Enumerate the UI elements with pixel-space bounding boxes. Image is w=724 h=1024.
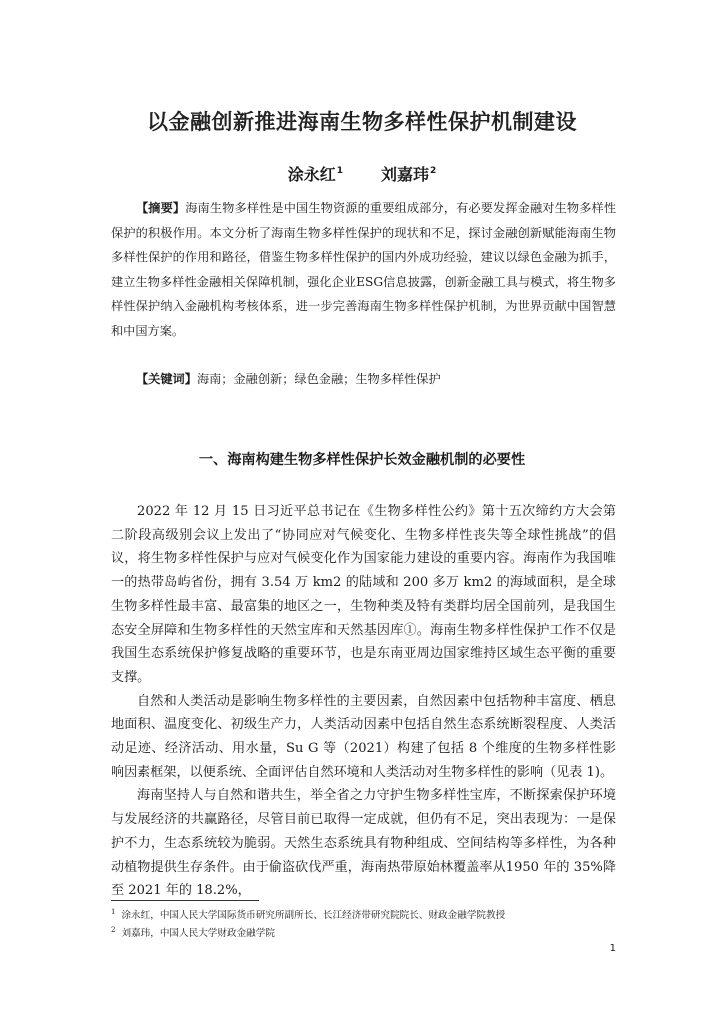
paper-title: 以金融创新推进海南生物多样性保护机制建设 — [147, 110, 577, 134]
page-number: 1 — [609, 943, 616, 954]
footnote — [111, 923, 616, 941]
keywords-label: 【关键词】 — [136, 372, 197, 386]
body-paragraph: 自然和人类活动是影响生物多样性的主要因素，自然因素中包括物种丰富度、栖息地面积、温度变化、初级生产力，人类活动因素中包括自然生态系统断裂程度、人类活动足迹、经济活动、用水量，Su G 等（2021）构建了包括 8 个维度的生物多样性影响因素框架，以便系统、全面评估自然环境和人类活动对生物多样性的影响（见表 1)。 — [111, 693, 616, 780]
author-name: 涂永红 — [287, 165, 336, 184]
abstract — [111, 196, 616, 344]
keywords — [111, 367, 616, 391]
abstract-label: 【摘要】 — [136, 201, 186, 215]
keywords-text: 海南；金融创新；绿色金融；生物多样性保护 — [196, 372, 441, 386]
footnote-text: 涂永红，中国人民大学国际货币研究所副所长、长江经济带研究院院长、财政金融学院教授 — [121, 910, 506, 922]
footnote — [111, 905, 616, 923]
author-footnote-marker: 2 — [430, 166, 437, 176]
section-heading: 一、海南构建生物多样性保护长效金融机制的必要性 — [198, 452, 526, 468]
footnote-text: 刘嘉玮，中国人民大学财政金融学院 — [121, 928, 275, 940]
footnotes — [111, 905, 616, 941]
body-text — [111, 500, 616, 903]
footnote-marker: 2 — [111, 926, 116, 935]
body-paragraph: 2022 年 12 月 15 日习近平总书记在《生物多样性公约》第十五次缔约方大会第二阶段高级别会议上发出了“协同应对气候变化、生物多样性丧失等全球性挑战”的倡议，将生物多样性保护与应对气候变化作为国家能力建设的重要内容。海南作为我国唯一的热带岛屿省份，拥有 3.54 万 km2 的陆域和 200 多万 km2 的海域面积，是全球生物多样性最丰富、最富集的地区之一，生物种类及特有类群均居全国前列，是我国生态安全屏障和生物多样性的天然宝库和天然基因库①。海南生物多样性保护工作不仅是我国生态系统保护修复战略的重要环节，也是东南亚周边国家维持区域生态平衡的重要支撑。 — [111, 504, 616, 685]
author-name: 刘嘉玮 — [381, 165, 430, 184]
author-footnote-marker: 1 — [336, 166, 343, 176]
author-line — [0, 162, 724, 185]
abstract-text: 海南生物多样性是中国生物资源的重要组成部分，有必要发挥金融对生物多样性保护的积极作用。本文分析了海南生物多样性保护的现状和不足，探讨金融创新赋能海南生物多样性保护的作用和路径，借鉴生物多样性保护的国内外成功经验，建议以绿色金融为抓手，建立生物多样性金融相关保障机制，强化企业ESG信息披露，创新金融工具与模式，将生物多样性保护纳入金融机构考核体系，进一步完善海南生物多样性保护机制，为世界贡献中国智慧和中国方案。 — [111, 201, 617, 338]
footnote-divider — [111, 900, 259, 901]
footnote-marker: 1 — [111, 908, 116, 916]
body-paragraph: 海南坚持人与自然和谐共生，举全省之力守护生物多样性宝库，不断探索保护环境与发展经济的共赢路径，尽管目前已取得一定成就，但仍有不足，突出表现为：一是保护不力，生态系统较为脆弱。天然生态系统具有物种组成、空间结构等多样性，为各种动植物提供生存条件。由于偷盗砍伐严重，海南热带原始林覆盖率从1950 年的 35%降至 2021 年的 18.2%， — [111, 788, 616, 899]
